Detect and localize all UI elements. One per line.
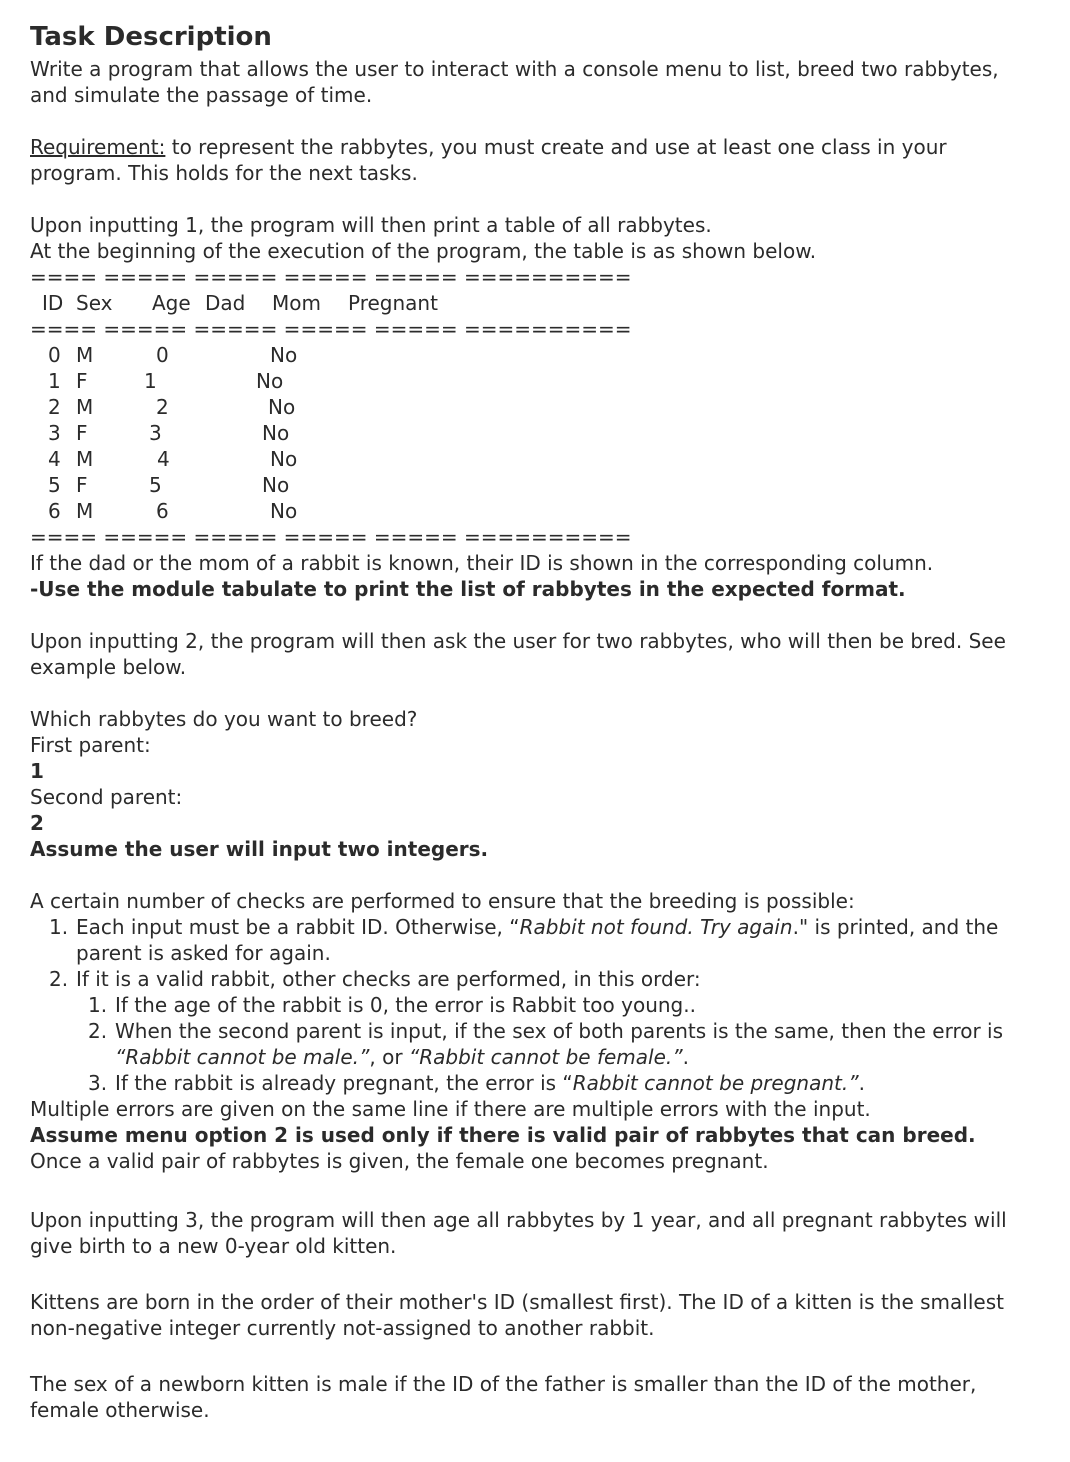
table-cell-id: 0 bbox=[48, 343, 61, 367]
table-cell-id: 5 bbox=[48, 473, 61, 497]
requirement-label: Requirement: bbox=[30, 135, 166, 159]
option1-line1: Upon inputting 1, the program will then print a table of all rabbytes. bbox=[30, 213, 712, 237]
checks-intro: A certain number of checks are performed to ensure that the breeding is possible: bbox=[30, 889, 855, 913]
table-cell-age: 5 bbox=[149, 473, 162, 497]
table-cell-pregnant: No bbox=[262, 473, 290, 497]
table-cell-age: 0 bbox=[156, 343, 169, 367]
table-header-mom: Mom bbox=[272, 291, 321, 315]
table-cell-age: 3 bbox=[149, 421, 162, 445]
table-cell-id: 4 bbox=[48, 447, 61, 471]
table-cell-sex: M bbox=[76, 447, 94, 471]
check-subitem-1-text: If the age of the rabbit is 0, the error is Rabbit too young.. bbox=[115, 993, 696, 1017]
table-separator: ==== ===== ===== ===== ===== ========== bbox=[30, 317, 632, 341]
option3-paragraph: Upon inputting 3, the program will then age all rabbytes by 1 year, and all pregnant rabbytes will give birth to a new 0-year old kitten. bbox=[30, 1208, 1007, 1258]
table-cell-sex: F bbox=[76, 473, 88, 497]
table-cell-age: 4 bbox=[157, 447, 170, 471]
page-title: Task Description bbox=[30, 22, 272, 52]
table-cell-id: 3 bbox=[48, 421, 61, 445]
check-item-1-tail: ." is printed, and the parent is asked for again. bbox=[76, 915, 999, 965]
check-subitem-2-italic-male: “Rabbit cannot be male.” bbox=[115, 1045, 370, 1069]
check-subitem-3-text: If the rabbit is already pregnant, the error is “ bbox=[115, 1071, 573, 1095]
kitten-sex-paragraph: The sex of a newborn kitten is male if the ID of the father is smaller than the ID of the mother, female otherwise. bbox=[30, 1372, 977, 1422]
check-item-1-text: Each input must be a rabbit ID. Otherwise, “ bbox=[76, 915, 520, 939]
assume-integers bbox=[30, 836, 1040, 862]
requirement-paragraph bbox=[30, 134, 1040, 186]
requirement-text: to represent the rabbytes, you must create and use at least one class in your program. This holds for the next tasks. bbox=[30, 135, 947, 185]
table-cell-id: 6 bbox=[48, 499, 61, 523]
table-cell-sex: F bbox=[76, 369, 88, 393]
check-subitem-number: 1. bbox=[88, 993, 108, 1017]
once-valid-note: Once a valid pair of rabbytes is given, the female one becomes pregnant. bbox=[30, 1149, 769, 1173]
check-subitem-2-text: When the second parent is input, if the sex of both parents is the same, then the error is bbox=[115, 1019, 1004, 1043]
table-cell-pregnant: No bbox=[262, 421, 290, 445]
check-item-2 bbox=[30, 966, 1040, 992]
assume-option2-text: Assume menu option 2 is used only if there is valid pair of rabbytes that can breed. bbox=[30, 1123, 976, 1147]
check-subitem-2-italic-female: “Rabbit cannot be female.” bbox=[408, 1045, 683, 1069]
second-value-text: 2 bbox=[30, 811, 44, 835]
table-header-sex: Sex bbox=[76, 291, 113, 315]
table-header-pregnant: Pregnant bbox=[348, 291, 438, 315]
assume-option2 bbox=[30, 1122, 1040, 1148]
table-note: If the dad or the mom of a rabbit is known, their ID is shown in the corresponding column. bbox=[30, 551, 934, 575]
table-header-age: Age bbox=[152, 291, 191, 315]
check-subitem-2 bbox=[30, 1018, 1040, 1070]
option2-paragraph: Upon inputting 2, the program will then ask the user for two rabbytes, who will then be bred. See example below. bbox=[30, 629, 1006, 679]
check-subitem-2-period: . bbox=[682, 1045, 689, 1069]
example-first-value bbox=[30, 758, 1040, 784]
table-cell-pregnant: No bbox=[256, 369, 284, 393]
check-item-1-italic: Rabbit not found. Try again bbox=[519, 915, 793, 939]
intro-paragraph: Write a program that allows the user to interact with a console menu to list, breed two rabbytes, and simulate the passage of time. bbox=[30, 57, 999, 107]
multiple-errors-note: Multiple errors are given on the same line if there are multiple errors with the input. bbox=[30, 1097, 871, 1121]
table-cell-id: 1 bbox=[48, 369, 61, 393]
check-subitem-3 bbox=[30, 1070, 1040, 1096]
example-second-value bbox=[30, 810, 1040, 836]
check-item-1 bbox=[30, 914, 1040, 966]
example-second-prompt: Second parent: bbox=[30, 785, 183, 809]
check-subitem-number: 2. bbox=[88, 1019, 108, 1043]
kittens-order-paragraph: Kittens are born in the order of their mother's ID (smallest first). The ID of a kitten is the smallest non-negative integer currently not-assigned to another rabbit. bbox=[30, 1290, 1004, 1340]
check-item-number: 2. bbox=[49, 967, 69, 991]
first-value-text: 1 bbox=[30, 759, 44, 783]
table-cell-sex: F bbox=[76, 421, 88, 445]
table-cell-age: 2 bbox=[156, 395, 169, 419]
tabulate-note-text: -Use the module tabulate to print the list of rabbytes in the expected format. bbox=[30, 577, 906, 601]
table-cell-age: 6 bbox=[156, 499, 169, 523]
table-header-dad: Dad bbox=[205, 291, 246, 315]
option1-line2: At the beginning of the execution of the program, the table is as shown below. bbox=[30, 239, 817, 263]
check-subitem-3-italic: Rabbit cannot be pregnant.” bbox=[572, 1071, 859, 1095]
table-cell-sex: M bbox=[76, 395, 94, 419]
table-cell-sex: M bbox=[76, 499, 94, 523]
example-question: Which rabbytes do you want to breed? bbox=[30, 707, 418, 731]
table-cell-pregnant: No bbox=[270, 447, 298, 471]
table-cell-id: 2 bbox=[48, 395, 61, 419]
example-first-prompt: First parent: bbox=[30, 733, 151, 757]
table-cell-sex: M bbox=[76, 343, 94, 367]
check-subitem-1 bbox=[30, 992, 1040, 1018]
check-item-number: 1. bbox=[49, 915, 69, 939]
table-separator: ==== ===== ===== ===== ===== ========== bbox=[30, 265, 632, 289]
check-subitem-number: 3. bbox=[88, 1071, 108, 1095]
assume-integers-text: Assume the user will input two integers. bbox=[30, 837, 489, 861]
table-cell-pregnant: No bbox=[268, 395, 296, 419]
table-cell-pregnant: No bbox=[270, 343, 298, 367]
check-subitem-2-or: , or bbox=[369, 1045, 409, 1069]
table-cell-age: 1 bbox=[144, 369, 157, 393]
check-subitem-3-period: . bbox=[858, 1071, 865, 1095]
table-header-id: ID bbox=[42, 291, 64, 315]
rabbit-table bbox=[30, 264, 1040, 550]
check-item-2-text: If it is a valid rabbit, other checks are performed, in this order: bbox=[76, 967, 701, 991]
table-cell-pregnant: No bbox=[270, 499, 298, 523]
tabulate-note bbox=[30, 576, 1040, 602]
table-separator: ==== ===== ===== ===== ===== ========== bbox=[30, 525, 632, 549]
